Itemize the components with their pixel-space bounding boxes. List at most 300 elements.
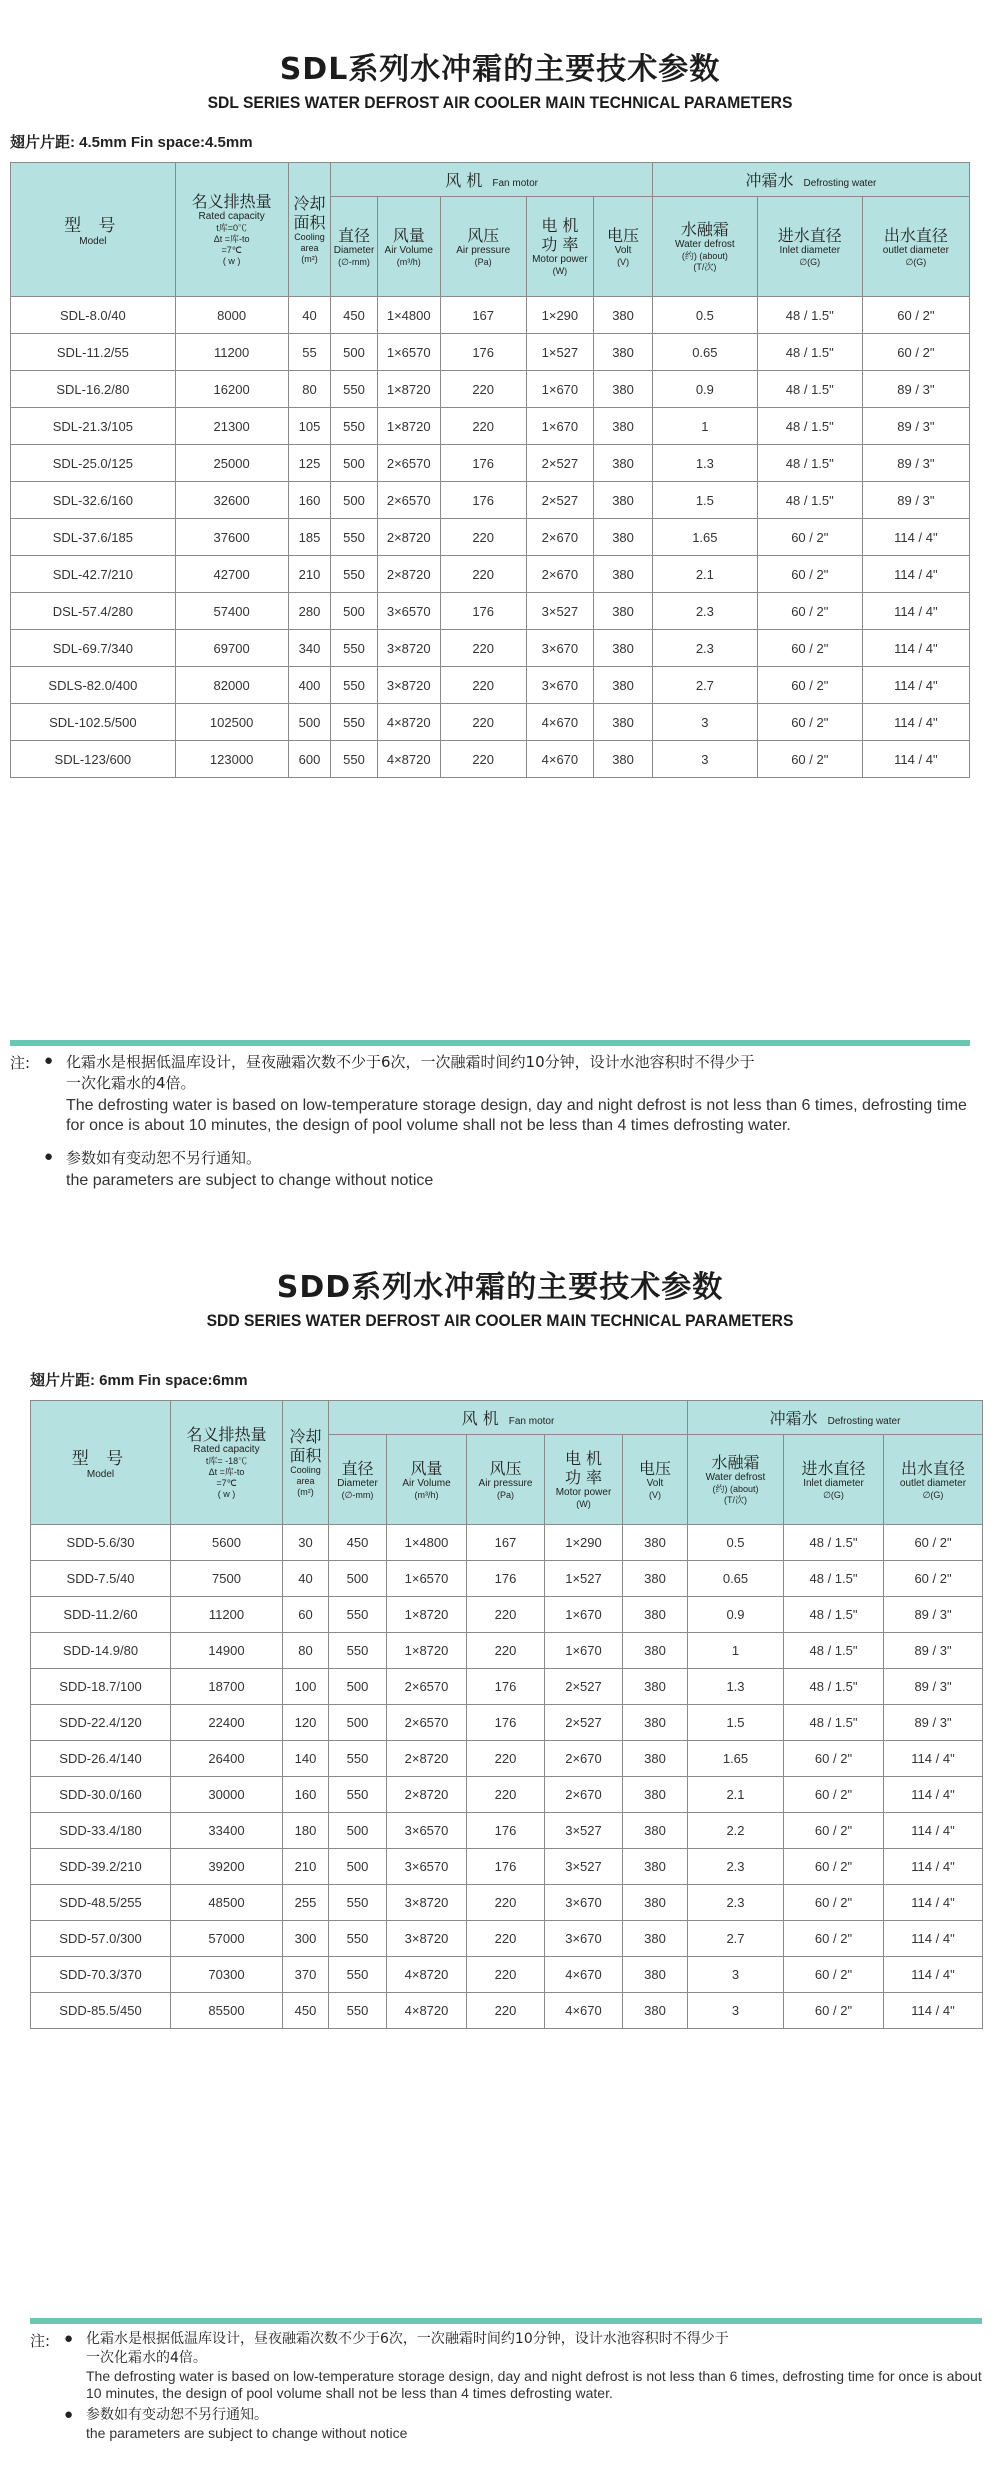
air-pressure-cell: 176 bbox=[440, 334, 526, 371]
water-defrost-cell: 0.9 bbox=[688, 1597, 784, 1633]
air-volume-cell: 1×8720 bbox=[387, 1597, 467, 1633]
diameter-cell: 550 bbox=[331, 371, 377, 408]
area-header: 冷却 面积 Cooling area (m²) bbox=[283, 1401, 329, 1525]
sdd-title-cn: SDD系列水冲霜的主要技术参数 bbox=[276, 1270, 724, 1305]
note-2-cn: 参数如有变动恕不另行通知。 bbox=[86, 2407, 268, 2423]
model-cell: SDD-18.7/100 bbox=[31, 1669, 171, 1705]
sdl-divider-bar bbox=[10, 1040, 970, 1046]
outlet-diameter-header: 出水直径 outlet diameter ∅(G) bbox=[862, 197, 969, 297]
motor-power-cell: 1×290 bbox=[545, 1525, 623, 1561]
air-pressure-cell: 220 bbox=[440, 667, 526, 704]
diameter-cell: 550 bbox=[329, 1885, 387, 1921]
capacity-cell: 8000 bbox=[175, 297, 288, 334]
water-defrost-cell: 1 bbox=[688, 1633, 784, 1669]
area-cell: 80 bbox=[283, 1633, 329, 1669]
diameter-cell: 500 bbox=[329, 1813, 387, 1849]
inlet-diameter-cell: 60 / 2" bbox=[757, 704, 862, 741]
area-cell: 40 bbox=[288, 297, 331, 334]
volt-cell: 380 bbox=[623, 1525, 688, 1561]
note-2 bbox=[10, 1148, 990, 1169]
inlet-diameter-cell: 60 / 2" bbox=[757, 667, 862, 704]
inlet-diameter-cell: 48 / 1.5" bbox=[784, 1705, 884, 1741]
outlet-diameter-cell: 60 / 2" bbox=[884, 1525, 983, 1561]
table-row bbox=[31, 1813, 983, 1849]
area-cell: 600 bbox=[288, 741, 331, 778]
water-defrost-cell: 1.3 bbox=[688, 1669, 784, 1705]
air-volume-cell: 3×8720 bbox=[377, 630, 440, 667]
outlet-diameter-cell: 114 / 4" bbox=[862, 630, 969, 667]
volt-cell: 380 bbox=[623, 1741, 688, 1777]
motor-power-cell: 2×527 bbox=[526, 445, 594, 482]
model-cell: SDD-57.0/300 bbox=[31, 1921, 171, 1957]
air-volume-cell: 2×6570 bbox=[377, 445, 440, 482]
water-defrost-cell: 1.5 bbox=[688, 1705, 784, 1741]
note-1-cn: 化霜水是根据低温库设计，昼夜融霜次数不少于6次，一次融霜时间约10分钟，设计水池容积时不得少于 一次化霜水的4倍。 bbox=[86, 2331, 729, 2366]
motor-power-cell: 1×527 bbox=[526, 334, 594, 371]
motor-power-cell: 3×670 bbox=[545, 1921, 623, 1957]
table-row bbox=[11, 371, 970, 408]
inlet-diameter-cell: 60 / 2" bbox=[757, 630, 862, 667]
air-volume-cell: 1×8720 bbox=[377, 408, 440, 445]
capacity-cell: 39200 bbox=[171, 1849, 283, 1885]
volt-cell: 380 bbox=[623, 1813, 688, 1849]
water-defrost-cell: 0.5 bbox=[652, 297, 757, 334]
capacity-cell: 57000 bbox=[171, 1921, 283, 1957]
inlet-diameter-cell: 48 / 1.5" bbox=[784, 1633, 884, 1669]
table-row bbox=[11, 704, 970, 741]
model-cell: SDD-22.4/120 bbox=[31, 1705, 171, 1741]
air-pressure-cell: 220 bbox=[467, 1633, 545, 1669]
area-cell: 160 bbox=[283, 1777, 329, 1813]
air-pressure-cell: 220 bbox=[467, 1741, 545, 1777]
area-cell: 180 bbox=[283, 1813, 329, 1849]
capacity-cell: 48500 bbox=[171, 1885, 283, 1921]
table-row bbox=[31, 1705, 983, 1741]
model-cell: SDD-30.0/160 bbox=[31, 1777, 171, 1813]
note-label: 注: bbox=[10, 1054, 31, 1072]
capacity-cell: 11200 bbox=[171, 1597, 283, 1633]
volt-cell: 380 bbox=[623, 1561, 688, 1597]
table-row bbox=[31, 1525, 983, 1561]
table-row bbox=[31, 1885, 983, 1921]
note-2-en: the parameters are subject to change without notice bbox=[86, 2425, 408, 2441]
inlet-diameter-cell: 60 / 2" bbox=[784, 1741, 884, 1777]
capacity-cell: 82000 bbox=[175, 667, 288, 704]
air-volume-cell: 2×6570 bbox=[377, 482, 440, 519]
capacity-cell: 18700 bbox=[171, 1669, 283, 1705]
area-cell: 500 bbox=[288, 704, 331, 741]
model-cell: SDD-7.5/40 bbox=[31, 1561, 171, 1597]
sdd-divider-bar bbox=[30, 2318, 982, 2324]
diameter-cell: 550 bbox=[329, 1597, 387, 1633]
table-row bbox=[11, 445, 970, 482]
motor-power-cell: 3×670 bbox=[526, 630, 594, 667]
sdd-table-header bbox=[31, 1401, 983, 1525]
air-pressure-cell: 176 bbox=[467, 1669, 545, 1705]
diameter-cell: 550 bbox=[331, 408, 377, 445]
diameter-cell: 500 bbox=[331, 445, 377, 482]
volt-cell: 380 bbox=[623, 1669, 688, 1705]
water-defrost-cell: 2.2 bbox=[688, 1813, 784, 1849]
volt-cell: 380 bbox=[594, 556, 653, 593]
sdl-notes bbox=[10, 1052, 990, 1191]
motor-power-cell: 1×670 bbox=[545, 1633, 623, 1669]
area-cell: 280 bbox=[288, 593, 331, 630]
air-pressure-cell: 176 bbox=[467, 1561, 545, 1597]
table-row bbox=[31, 1669, 983, 1705]
outlet-diameter-cell: 114 / 4" bbox=[884, 1957, 983, 1993]
model-cell: SDL-8.0/40 bbox=[11, 297, 176, 334]
outlet-diameter-cell: 114 / 4" bbox=[884, 1993, 983, 2029]
area-cell: 370 bbox=[283, 1957, 329, 1993]
water-defrost-cell: 0.9 bbox=[652, 371, 757, 408]
motor-power-cell: 4×670 bbox=[526, 741, 594, 778]
table-row bbox=[11, 667, 970, 704]
air-pressure-cell: 220 bbox=[440, 519, 526, 556]
volt-cell: 380 bbox=[594, 445, 653, 482]
inlet-diameter-cell: 60 / 2" bbox=[784, 1885, 884, 1921]
table-row bbox=[11, 556, 970, 593]
inlet-diameter-cell: 60 / 2" bbox=[784, 1813, 884, 1849]
volt-cell: 380 bbox=[594, 519, 653, 556]
motor-power-cell: 1×670 bbox=[526, 408, 594, 445]
inlet-diameter-cell: 48 / 1.5" bbox=[757, 482, 862, 519]
sdl-spec-table bbox=[10, 162, 970, 778]
model-cell: SDL-42.7/210 bbox=[11, 556, 176, 593]
inlet-diameter-cell: 48 / 1.5" bbox=[784, 1597, 884, 1633]
diameter-cell: 550 bbox=[329, 1741, 387, 1777]
diameter-cell: 500 bbox=[329, 1705, 387, 1741]
outlet-diameter-cell: 89 / 3" bbox=[884, 1705, 983, 1741]
air-pressure-cell: 167 bbox=[440, 297, 526, 334]
note-1-en: The defrosting water is based on low-temperature storage design, day and night defrost is not less than 6 times, defrosting time for once is about 10 minutes, the design of pool volume shall not be less than 4 times defrosting water. bbox=[66, 1097, 967, 1134]
capacity-cell: 16200 bbox=[175, 371, 288, 408]
note-2-en: the parameters are subject to change without notice bbox=[66, 1172, 434, 1189]
sdd-title-en: SDD SERIES WATER DEFROST AIR COOLER MAIN TECHNICAL PARAMETERS bbox=[206, 1311, 794, 1330]
volt-cell: 380 bbox=[623, 1849, 688, 1885]
motor-power-cell: 1×670 bbox=[545, 1597, 623, 1633]
air-pressure-cell: 167 bbox=[467, 1525, 545, 1561]
air-pressure-cell: 176 bbox=[440, 482, 526, 519]
volt-cell: 380 bbox=[623, 1885, 688, 1921]
model-header: 型 号 Model bbox=[31, 1401, 171, 1525]
inlet-diameter-cell: 60 / 2" bbox=[757, 593, 862, 630]
outlet-diameter-cell: 114 / 4" bbox=[884, 1849, 983, 1885]
capacity-cell: 42700 bbox=[175, 556, 288, 593]
motor-power-cell: 4×670 bbox=[545, 1957, 623, 1993]
capacity-cell: 11200 bbox=[175, 334, 288, 371]
diameter-cell: 550 bbox=[329, 1777, 387, 1813]
motor-power-cell: 2×670 bbox=[545, 1741, 623, 1777]
air-volume-cell: 4×8720 bbox=[387, 1957, 467, 1993]
model-cell: SDL-37.6/185 bbox=[11, 519, 176, 556]
area-cell: 300 bbox=[283, 1921, 329, 1957]
water-defrost-cell: 1.5 bbox=[652, 482, 757, 519]
motor-power-cell: 2×670 bbox=[545, 1777, 623, 1813]
outlet-diameter-cell: 60 / 2" bbox=[862, 297, 969, 334]
area-cell: 105 bbox=[288, 408, 331, 445]
capacity-header: 名义排热量 Rated capacity t库= -18℃ Δt =库-to =7℃ ( w ) bbox=[171, 1401, 283, 1525]
air-pressure-cell: 220 bbox=[467, 1885, 545, 1921]
outlet-diameter-cell: 60 / 2" bbox=[862, 334, 969, 371]
air-volume-cell: 1×6570 bbox=[377, 334, 440, 371]
diameter-cell: 500 bbox=[331, 593, 377, 630]
inlet-diameter-cell: 60 / 2" bbox=[757, 519, 862, 556]
capacity-cell: 102500 bbox=[175, 704, 288, 741]
model-cell: SDD-11.2/60 bbox=[31, 1597, 171, 1633]
volt-cell: 380 bbox=[623, 1957, 688, 1993]
model-cell: SDD-33.4/180 bbox=[31, 1813, 171, 1849]
outlet-diameter-cell: 114 / 4" bbox=[862, 556, 969, 593]
volt-cell: 380 bbox=[623, 1597, 688, 1633]
inlet-diameter-cell: 60 / 2" bbox=[784, 1993, 884, 2029]
table-row bbox=[31, 1993, 983, 2029]
diameter-cell: 500 bbox=[331, 334, 377, 371]
volt-cell: 380 bbox=[594, 630, 653, 667]
model-cell: SDD-85.5/450 bbox=[31, 1993, 171, 2029]
model-cell: SDD-48.5/255 bbox=[31, 1885, 171, 1921]
air-volume-cell: 2×8720 bbox=[377, 519, 440, 556]
motor-power-header: 电 机 功 率 Motor power (W) bbox=[545, 1435, 623, 1525]
motor-power-cell: 3×670 bbox=[526, 667, 594, 704]
inlet-diameter-cell: 48 / 1.5" bbox=[757, 445, 862, 482]
outlet-diameter-cell: 89 / 3" bbox=[862, 445, 969, 482]
inlet-diameter-cell: 60 / 2" bbox=[784, 1849, 884, 1885]
model-cell: SDL-32.6/160 bbox=[11, 482, 176, 519]
air-volume-cell: 2×8720 bbox=[387, 1741, 467, 1777]
outlet-diameter-header: 出水直径 outlet diameter ∅(G) bbox=[884, 1435, 983, 1525]
area-cell: 60 bbox=[283, 1597, 329, 1633]
sdl-title-en: SDL SERIES WATER DEFROST AIR COOLER MAIN TECHNICAL PARAMETERS bbox=[207, 93, 793, 112]
inlet-diameter-cell: 48 / 1.5" bbox=[757, 408, 862, 445]
table-row bbox=[31, 1849, 983, 1885]
outlet-diameter-cell: 114 / 4" bbox=[884, 1777, 983, 1813]
air-volume-cell: 2×6570 bbox=[387, 1669, 467, 1705]
water-defrost-cell: 1.65 bbox=[652, 519, 757, 556]
inlet-diameter-header: 进水直径 Inlet diameter ∅(G) bbox=[757, 197, 862, 297]
water-defrost-cell: 0.5 bbox=[688, 1525, 784, 1561]
diameter-cell: 550 bbox=[331, 630, 377, 667]
fan-motor-header: 风 机 Fan motor bbox=[331, 163, 653, 197]
outlet-diameter-cell: 89 / 3" bbox=[862, 408, 969, 445]
model-cell: SDL-123/600 bbox=[11, 741, 176, 778]
model-cell: SDD-39.2/210 bbox=[31, 1849, 171, 1885]
outlet-diameter-cell: 114 / 4" bbox=[862, 741, 969, 778]
air-pressure-cell: 220 bbox=[440, 556, 526, 593]
volt-cell: 380 bbox=[594, 371, 653, 408]
air-pressure-cell: 176 bbox=[467, 1849, 545, 1885]
area-cell: 125 bbox=[288, 445, 331, 482]
outlet-diameter-cell: 89 / 3" bbox=[884, 1633, 983, 1669]
air-volume-cell: 2×8720 bbox=[387, 1777, 467, 1813]
capacity-cell: 69700 bbox=[175, 630, 288, 667]
table-row bbox=[31, 1777, 983, 1813]
volt-cell: 380 bbox=[594, 741, 653, 778]
outlet-diameter-cell: 89 / 3" bbox=[884, 1597, 983, 1633]
air-volume-cell: 1×6570 bbox=[387, 1561, 467, 1597]
air-volume-cell: 3×6570 bbox=[387, 1849, 467, 1885]
volt-cell: 380 bbox=[623, 1705, 688, 1741]
capacity-header: 名义排热量 Rated capacity t库=0℃ Δt =库-to =7℃ ( w ) bbox=[175, 163, 288, 297]
table-row bbox=[31, 1741, 983, 1777]
model-cell: SDD-5.6/30 bbox=[31, 1525, 171, 1561]
water-defrost-cell: 2.7 bbox=[688, 1921, 784, 1957]
motor-power-cell: 3×670 bbox=[545, 1885, 623, 1921]
water-defrost-cell: 0.65 bbox=[652, 334, 757, 371]
air-pressure-cell: 220 bbox=[467, 1921, 545, 1957]
inlet-diameter-cell: 48 / 1.5" bbox=[757, 297, 862, 334]
inlet-diameter-cell: 48 / 1.5" bbox=[757, 371, 862, 408]
area-cell: 100 bbox=[283, 1669, 329, 1705]
sdd-fin-space: 翅片片距: 6mm Fin space:6mm bbox=[30, 1372, 248, 1389]
area-cell: 30 bbox=[283, 1525, 329, 1561]
area-cell: 210 bbox=[283, 1849, 329, 1885]
area-cell: 340 bbox=[288, 630, 331, 667]
area-cell: 80 bbox=[288, 371, 331, 408]
volt-header: 电压 Volt (V) bbox=[623, 1435, 688, 1525]
water-defrost-header: 水融霜 Water defrost (约) (about) (T/次) bbox=[688, 1435, 784, 1525]
capacity-cell: 57400 bbox=[175, 593, 288, 630]
capacity-cell: 26400 bbox=[171, 1741, 283, 1777]
area-cell: 450 bbox=[283, 1993, 329, 2029]
area-cell: 210 bbox=[288, 556, 331, 593]
motor-power-cell: 3×527 bbox=[526, 593, 594, 630]
diameter-cell: 550 bbox=[329, 1957, 387, 1993]
air-volume-cell: 3×8720 bbox=[377, 667, 440, 704]
capacity-cell: 5600 bbox=[171, 1525, 283, 1561]
model-cell: SDL-25.0/125 bbox=[11, 445, 176, 482]
table-row bbox=[31, 1957, 983, 1993]
air-volume-cell: 1×8720 bbox=[377, 371, 440, 408]
bullet-icon: ● bbox=[44, 1052, 54, 1069]
motor-power-cell: 2×527 bbox=[526, 482, 594, 519]
outlet-diameter-cell: 114 / 4" bbox=[862, 667, 969, 704]
air-volume-cell: 3×8720 bbox=[387, 1921, 467, 1957]
volt-cell: 380 bbox=[594, 667, 653, 704]
note-label: 注: bbox=[30, 2332, 51, 2350]
outlet-diameter-cell: 114 / 4" bbox=[862, 704, 969, 741]
model-cell: SDD-26.4/140 bbox=[31, 1741, 171, 1777]
table-row bbox=[31, 1921, 983, 1957]
volt-cell: 380 bbox=[623, 1993, 688, 2029]
air-pressure-cell: 220 bbox=[467, 1957, 545, 1993]
inlet-diameter-cell: 48 / 1.5" bbox=[784, 1525, 884, 1561]
outlet-diameter-cell: 114 / 4" bbox=[884, 1921, 983, 1957]
diameter-cell: 550 bbox=[331, 667, 377, 704]
water-defrost-cell: 3 bbox=[652, 704, 757, 741]
sdl-table-body bbox=[11, 297, 970, 778]
diameter-cell: 550 bbox=[331, 556, 377, 593]
model-cell: SDL-102.5/500 bbox=[11, 704, 176, 741]
table-row bbox=[31, 1597, 983, 1633]
note-1-en: The defrosting water is based on low-temperature storage design, day and night defrost is not less than 6 times, defrosting time for once is about 10 minutes, the design of pool volume shall not be less than 4 times defrosting water. bbox=[86, 2368, 982, 2401]
capacity-cell: 33400 bbox=[171, 1813, 283, 1849]
note-2-cn: 参数如有变动恕不另行通知。 bbox=[66, 1149, 262, 1167]
sdd-notes bbox=[30, 2330, 990, 2442]
note-1-cn: 化霜水是根据低温库设计，昼夜融霜次数不少于6次，一次融霜时间约10分钟，设计水池容积时不得少于 一次化霜水的4倍。 bbox=[66, 1053, 755, 1092]
fan-motor-header: 风 机 Fan motor bbox=[329, 1401, 688, 1435]
air-volume-cell: 4×8720 bbox=[377, 741, 440, 778]
motor-power-cell: 2×527 bbox=[545, 1705, 623, 1741]
air-volume-header: 风量 Air Volume (m³/h) bbox=[387, 1435, 467, 1525]
table-row bbox=[31, 1561, 983, 1597]
water-defrost-cell: 2.7 bbox=[652, 667, 757, 704]
air-pressure-header: 风压 Air pressure (Pa) bbox=[440, 197, 526, 297]
sdl-fin-space: 翅片片距: 4.5mm Fin space:4.5mm bbox=[10, 134, 253, 151]
air-pressure-cell: 176 bbox=[440, 445, 526, 482]
air-pressure-cell: 220 bbox=[467, 1597, 545, 1633]
outlet-diameter-cell: 114 / 4" bbox=[884, 1885, 983, 1921]
diameter-header: 直径 Diameter (∅-mm) bbox=[329, 1435, 387, 1525]
model-cell: SDLS-82.0/400 bbox=[11, 667, 176, 704]
capacity-cell: 25000 bbox=[175, 445, 288, 482]
sdd-spec-table bbox=[30, 1400, 983, 2029]
outlet-diameter-cell: 114 / 4" bbox=[862, 519, 969, 556]
model-header: 型 号 Model bbox=[11, 163, 176, 297]
air-volume-header: 风量 Air Volume (m³/h) bbox=[377, 197, 440, 297]
inlet-diameter-header: 进水直径 Inlet diameter ∅(G) bbox=[784, 1435, 884, 1525]
diameter-header: 直径 Diameter (∅-mm) bbox=[331, 197, 377, 297]
diameter-cell: 450 bbox=[329, 1525, 387, 1561]
motor-power-header: 电 机 功 率 Motor power (W) bbox=[526, 197, 594, 297]
table-row bbox=[11, 741, 970, 778]
air-volume-cell: 1×4800 bbox=[377, 297, 440, 334]
water-defrost-cell: 3 bbox=[652, 741, 757, 778]
air-pressure-cell: 176 bbox=[467, 1813, 545, 1849]
air-pressure-cell: 176 bbox=[467, 1705, 545, 1741]
water-defrost-cell: 3 bbox=[688, 1957, 784, 1993]
area-cell: 55 bbox=[288, 334, 331, 371]
area-cell: 400 bbox=[288, 667, 331, 704]
capacity-cell: 21300 bbox=[175, 408, 288, 445]
area-cell: 255 bbox=[283, 1885, 329, 1921]
diameter-cell: 500 bbox=[329, 1669, 387, 1705]
diameter-cell: 550 bbox=[331, 519, 377, 556]
defrost-water-header: 冲霜水 Defrosting water bbox=[688, 1401, 983, 1435]
air-volume-cell: 3×6570 bbox=[377, 593, 440, 630]
model-cell: SDL-21.3/105 bbox=[11, 408, 176, 445]
motor-power-cell: 4×670 bbox=[545, 1993, 623, 2029]
motor-power-cell: 3×527 bbox=[545, 1813, 623, 1849]
diameter-cell: 500 bbox=[329, 1849, 387, 1885]
table-row bbox=[11, 593, 970, 630]
area-cell: 140 bbox=[283, 1741, 329, 1777]
diameter-cell: 550 bbox=[329, 1921, 387, 1957]
bullet-icon: ● bbox=[44, 1148, 54, 1165]
air-volume-cell: 2×6570 bbox=[387, 1705, 467, 1741]
water-defrost-cell: 1.3 bbox=[652, 445, 757, 482]
air-volume-cell: 3×8720 bbox=[387, 1885, 467, 1921]
volt-cell: 380 bbox=[594, 593, 653, 630]
model-cell: SDL-69.7/340 bbox=[11, 630, 176, 667]
motor-power-cell: 1×670 bbox=[526, 371, 594, 408]
water-defrost-cell: 2.3 bbox=[688, 1849, 784, 1885]
air-pressure-cell: 220 bbox=[467, 1777, 545, 1813]
capacity-cell: 7500 bbox=[171, 1561, 283, 1597]
note-1 bbox=[10, 1052, 990, 1094]
model-cell: DSL-57.4/280 bbox=[11, 593, 176, 630]
inlet-diameter-cell: 60 / 2" bbox=[784, 1777, 884, 1813]
area-cell: 120 bbox=[283, 1705, 329, 1741]
diameter-cell: 550 bbox=[329, 1993, 387, 2029]
air-pressure-cell: 220 bbox=[440, 630, 526, 667]
motor-power-cell: 2×527 bbox=[545, 1669, 623, 1705]
capacity-cell: 14900 bbox=[171, 1633, 283, 1669]
air-pressure-cell: 220 bbox=[440, 704, 526, 741]
outlet-diameter-cell: 89 / 3" bbox=[862, 482, 969, 519]
volt-cell: 380 bbox=[623, 1777, 688, 1813]
air-volume-cell: 4×8720 bbox=[387, 1993, 467, 2029]
